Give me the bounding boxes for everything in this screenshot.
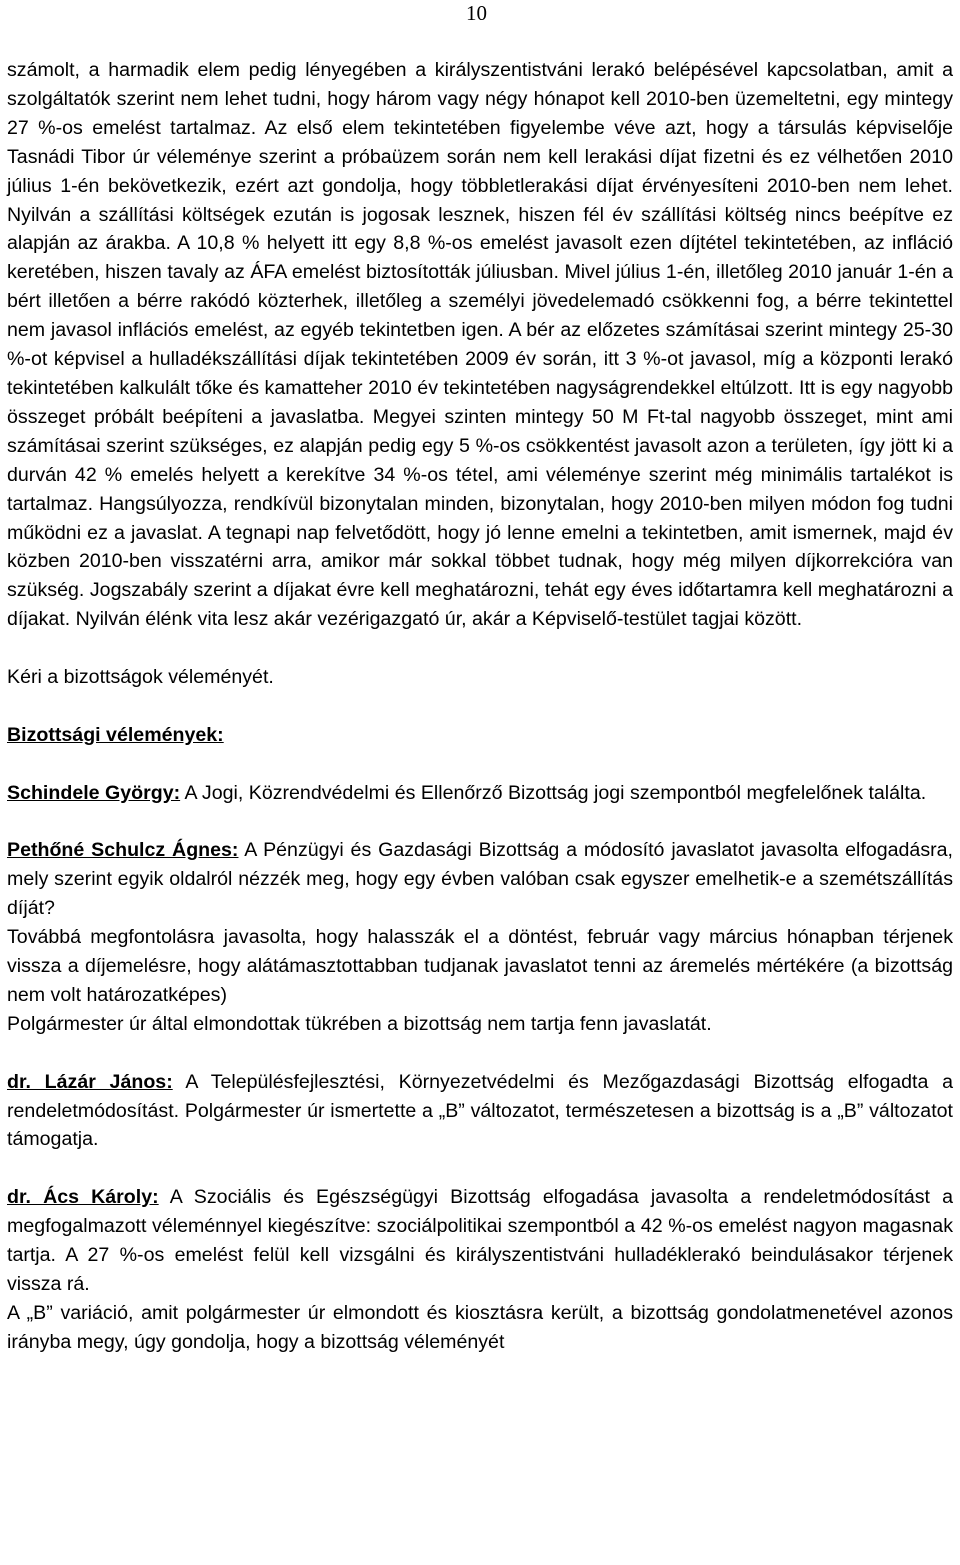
body-paragraph: A „B” variáció, amit polgármester úr elmondott és kiosztásra került, a bizottság gondolatmenetével azonos irányba megy, úgy gondolja, hogy a bizottság véleményét	[7, 1301, 953, 1353]
opinion-text: A Jogi, Közrendvédelmi és Ellenőrző Bizottság jogi szempontból megfelelőnek találta.	[180, 781, 927, 804]
document-body	[7, 56, 953, 1357]
speaker-name: Schindele György:	[7, 781, 181, 804]
opinion-text: A Pénzügyi és Gazdasági Bizottság a módosító javaslatot javasolta elfogadásra, mely szerint egyik oldalról nézzék meg, hogy egy évben valóban csak egyszer emelhetik-e a szemétszállítás díját?	[7, 839, 953, 920]
speaker-name: dr. Ács Károly:	[7, 1186, 159, 1209]
body-paragraph: Polgármester úr által elmondottak tükrében a bizottság nem tartja fenn javaslatát.	[7, 1012, 712, 1035]
body-paragraph: Továbbá megfontolásra javasolta, hogy halasszák el a döntést, február vagy március hónapban térjenek vissza a díjemelésre, hogy alátámasztottabban tudjanak javaslatot tenni az áremelés mértékére (a bizottság nem volt határozatképes)	[7, 926, 953, 1006]
opinion-paragraph	[7, 836, 953, 923]
section-heading: Bizottsági vélemények:	[7, 723, 224, 746]
body-paragraph: számolt, a harmadik elem pedig lényegében a királyszentistváni lerakó belépésével kapcsolatban, amit a szolgáltatók szerint nem lehet tudni, hogy három vagy négy hónapot kell 2010-ben üzemeltetni, egy mintegy 27 %-os emelést tartalmaz. Az első elem tekintetében figyelembe véve azt, hogy a társulás képviselője Tasnádi Tibor úr véleménye szerint a próbaüzem során nem kell lerakási díjat fizetni és ez vélhetően 2010 július 1-én bekövetkezik, ezért azt gondolja, hogy többletlerakási díjat érvényesíteni 2010-ben nem lehet. Nyilván a szállítási költségek ezután is jogosak lesznek, hiszen fél év szállítási költség nincs beépítve ez alapján az árakba. A 10,8 % helyett itt egy 8,8 %-os emelést javasolt ezen díjtétel tekintetében, az infláció keretében, hiszen tavaly az ÁFA emelést biztosították júliusban. Mivel július 1-én, illetőleg 2010 január 1-én a bért illetően a bérre rakódó közterhek, illetőleg a személyi jövedelemadó csökkenni fog, a bérre tekintettel nem javasol inflációs emelést, az egyéb tekintetben igen. A bér az előzetes számításai szerint mintegy 25-30 %-ot képvisel a hulladékszállítási díjak tekintetében 2009 év során, itt 3 %-ot javasol, míg a központi lerakó tekintetében kalkulált tőke és kamatteher 2010 év tekintetében nagyságrendekkel eltúlzott. Itt is egy nagyobb összeget próbált beépíteni a javaslatba. Megyei szinten mintegy 50 M Ft-tal nagyobb összeget, mint ami számításai szerint szükséges, ez alapján pedig egy 5 %-os csökkentést javasolt azon a területen, így jött ki a durván 42 % emelés helyett a kerekítve 34 %-os tétel, ami véleménye szerint még minimális tartalékot is tartalmaz. Hangsúlyozza, rendkívül bizonytalan minden, bizonytalan, hogy 2010-ben milyen módon fog tudni működni ez a javaslat. A tegnapi nap felvetődött, hogy jó lenne emelni a tekintetben, amit ismernek, majd év közben 2010-ben visszatérni arra, amikor már sokkal többet tudnak, hogy még milyen díjkorrekcióra van szükség. Jogszabály szerint a díjakat évre kell meghatározni, tehát egy éves időtartamra kell meghatározni a díjakat. Nyilván élénk vita lesz akár vezérigazgató úr, akár a Képviselő-testület tagjai között.	[7, 59, 953, 631]
speaker-name: dr. Lázár János:	[7, 1070, 173, 1093]
opinion-text: A Településfejlesztési, Környezetvédelmi és Mezőgazdasági Bizottság elfogadta a rendeletmódosítást. Polgármester úr ismertette a „B” változatot, természetesen a bizottság is a „B” változatot támogatja.	[7, 1070, 953, 1151]
opinion-paragraph	[7, 779, 953, 808]
speaker-name: Pethőné Schulcz Ágnes:	[7, 839, 239, 862]
opinion-text: A Szociális és Egészségügyi Bizottság elfogadása javasolta a rendeletmódosítást a megfogalmazott véleménnyel kiegészítve: szociálpolitikai szempontból a 42 %-os emelést nagyon magasnak tartja. A 27 %-os emelést felül kell vizsgálni és királyszentistváni hulladéklerakó beindulásakor térjenek vissza rá.	[7, 1186, 953, 1295]
opinion-paragraph	[7, 1068, 953, 1155]
body-paragraph: Kéri a bizottságok véleményét.	[7, 666, 274, 689]
page-number: 10	[466, 1, 487, 25]
opinion-paragraph	[7, 1183, 953, 1299]
